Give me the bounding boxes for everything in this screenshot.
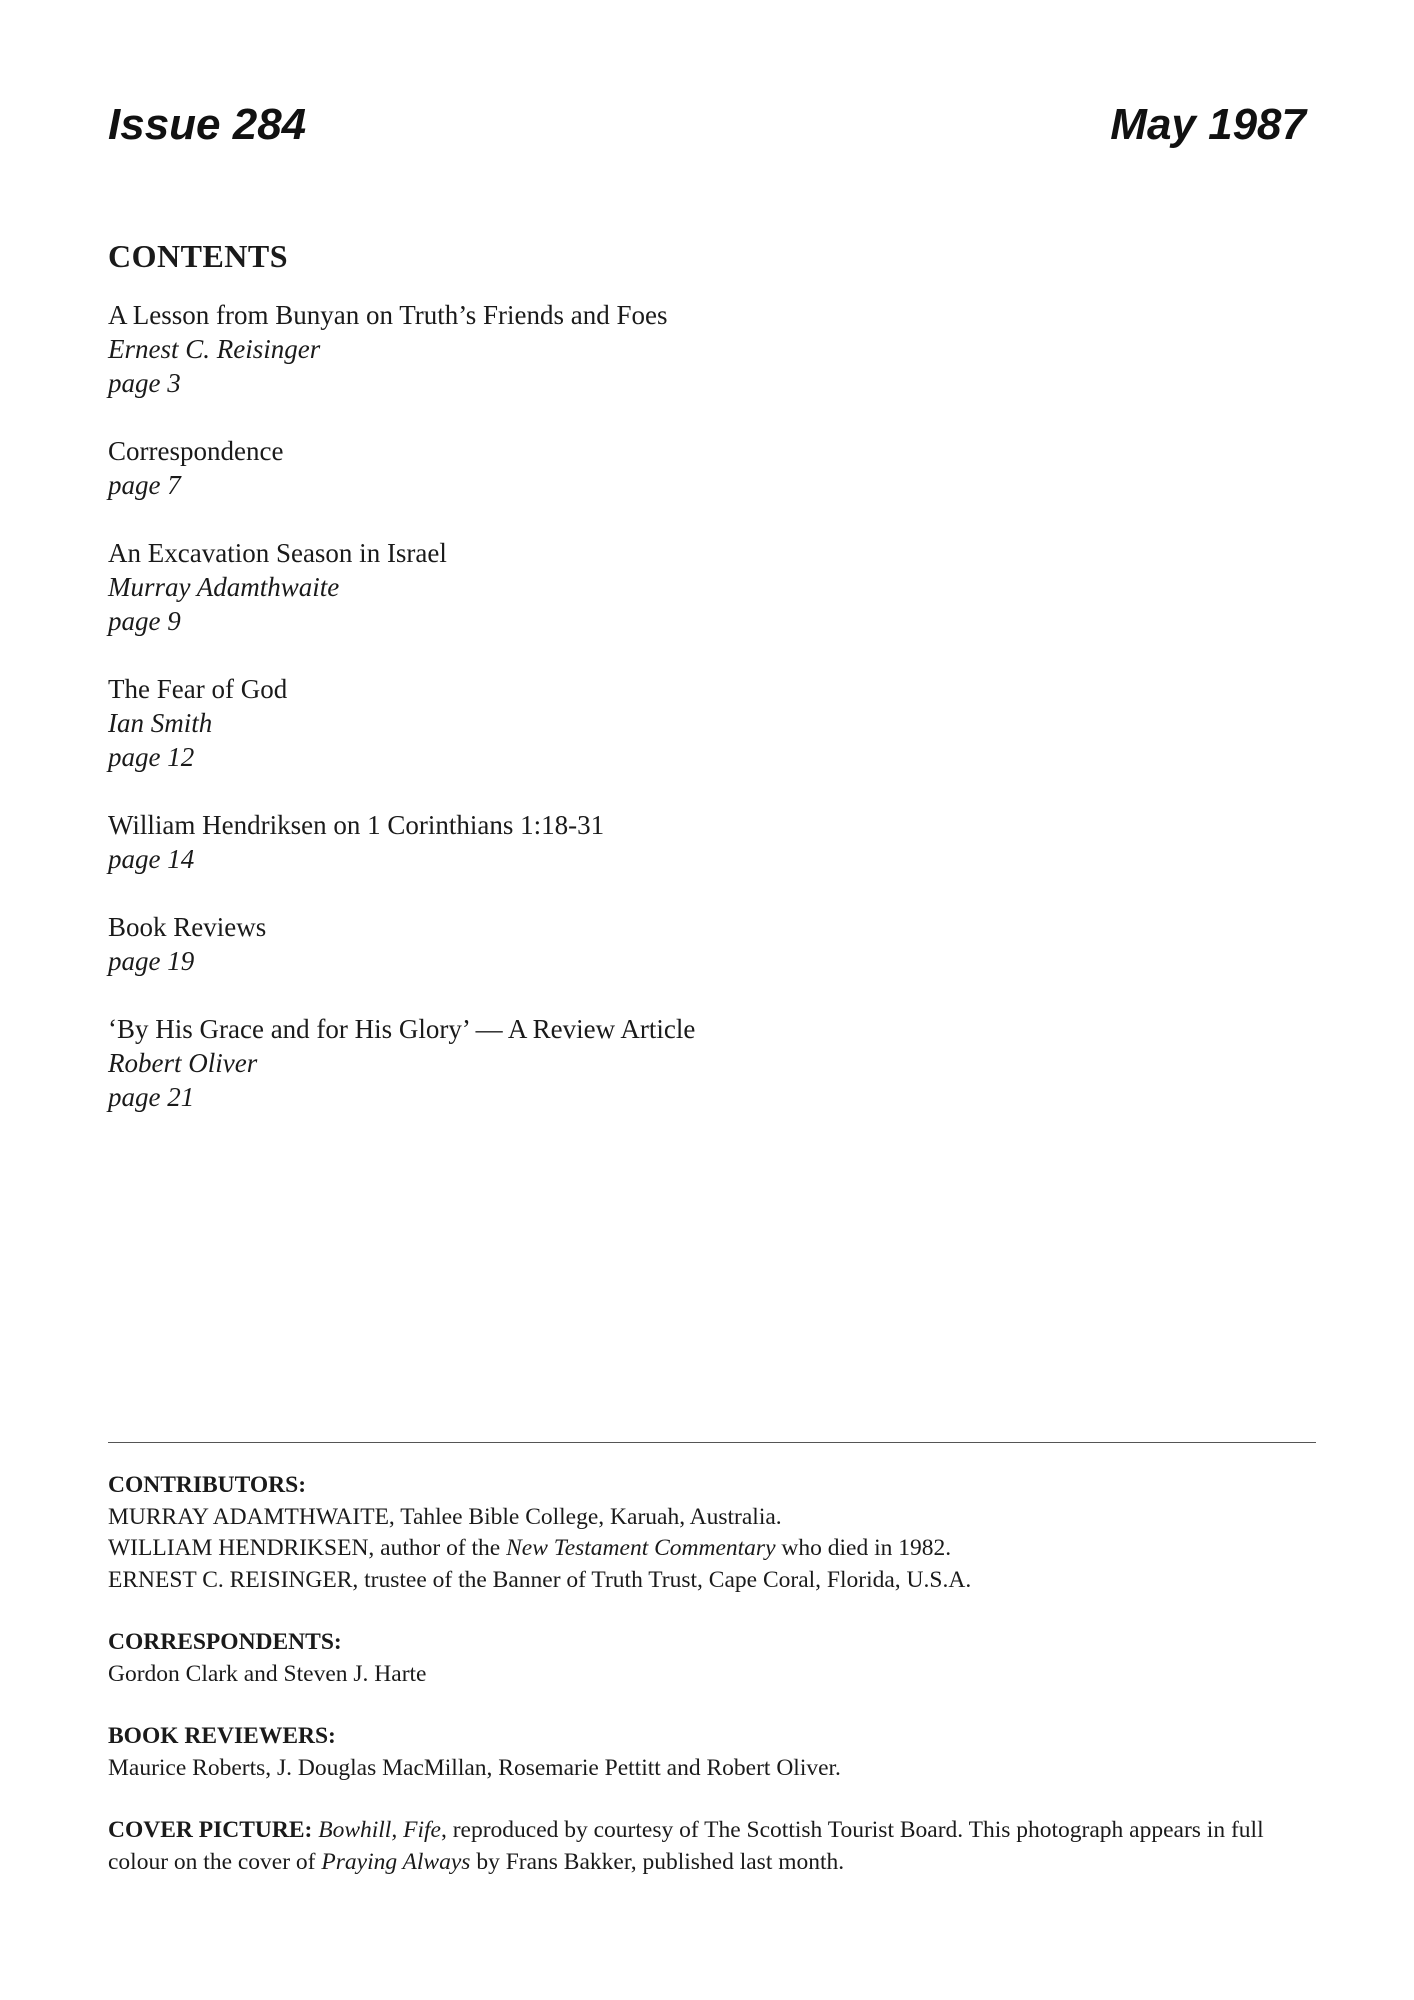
book-reviewers-block <box>108 1721 1328 1784</box>
entry-title: The Fear of God <box>108 674 288 704</box>
contributor-line: ERNEST C. REISINGER, trustee of the Banner of Truth Trust, Cape Coral, Florida, U.S.A. <box>108 1566 972 1593</box>
contributors-block <box>108 1470 1328 1596</box>
entry-page: page 19 <box>108 946 195 976</box>
contributor-work-title: New Testament Commentary <box>506 1535 776 1561</box>
contents-entry <box>108 672 1108 774</box>
contents-heading: CONTENTS <box>108 238 289 274</box>
issue-date: May 1987 <box>1110 100 1306 149</box>
issue-header <box>108 95 1306 155</box>
entry-title: ‘By His Grace and for His Glory’ — A Review Article <box>108 1014 696 1044</box>
entry-author: Ian Smith <box>108 708 213 738</box>
entry-page: page 9 <box>108 606 181 636</box>
entry-page: page 14 <box>108 844 195 874</box>
cover-picture-heading: COVER PICTURE: <box>108 1817 313 1843</box>
cover-picture-place: Bowhill, Fife <box>318 1817 441 1843</box>
issue-number: Issue 284 <box>108 100 307 149</box>
contributors-heading: CONTRIBUTORS: <box>108 1472 307 1498</box>
correspondents-heading: CORRESPONDENTS: <box>108 1629 342 1655</box>
entry-page: page 3 <box>108 368 181 398</box>
entry-title: Correspondence <box>108 436 284 466</box>
cover-picture-text: by Frans Bakker, published last month. <box>470 1848 845 1875</box>
contents-entry <box>108 808 1108 876</box>
cover-picture-book: Praying Always <box>321 1848 471 1875</box>
contents-entry <box>108 434 1108 502</box>
entry-author: Ernest C. Reisinger <box>108 334 321 364</box>
contributor-line <box>108 1533 1328 1565</box>
contents-section <box>108 232 1108 1148</box>
contributor-text: who died in 1982. <box>775 1535 952 1561</box>
entry-page: page 12 <box>108 742 195 772</box>
section-divider <box>108 1442 1316 1443</box>
entry-page: page 7 <box>108 470 181 500</box>
book-reviewers-names: Maurice Roberts, J. Douglas MacMillan, Rosemarie Pettitt and Robert Oliver. <box>108 1754 841 1781</box>
correspondents-names: Gordon Clark and Steven J. Harte <box>108 1660 427 1687</box>
entry-author: Robert Oliver <box>108 1048 258 1078</box>
entry-title: An Excavation Season in Israel <box>108 538 447 568</box>
cover-picture-text: , reproduced by courtesy of The Scottish Tourist Board. This photograph appears in full colour on the cover of <box>108 1817 1264 1875</box>
credits-section <box>108 1470 1328 1878</box>
contents-entry <box>108 1012 1108 1114</box>
correspondents-block <box>108 1627 1328 1690</box>
entry-page: page 21 <box>108 1082 195 1112</box>
contents-entry <box>108 536 1108 638</box>
cover-picture-note <box>108 1815 1328 1878</box>
contents-entry <box>108 910 1108 978</box>
book-reviewers-heading: BOOK REVIEWERS: <box>108 1723 336 1749</box>
contents-entry <box>108 298 1108 400</box>
entry-author: Murray Adamthwaite <box>108 572 340 602</box>
entry-title: Book Reviews <box>108 912 267 942</box>
entry-title: A Lesson from Bunyan on Truth’s Friends and Foes <box>108 300 668 330</box>
contributor-text: WILLIAM HENDRIKSEN, author of the <box>108 1535 507 1561</box>
contributor-line: MURRAY ADAMTHWAITE, Tahlee Bible College, Karuah, Australia. <box>108 1503 782 1530</box>
entry-title: William Hendriksen on 1 Corinthians 1:18-31 <box>108 810 605 840</box>
